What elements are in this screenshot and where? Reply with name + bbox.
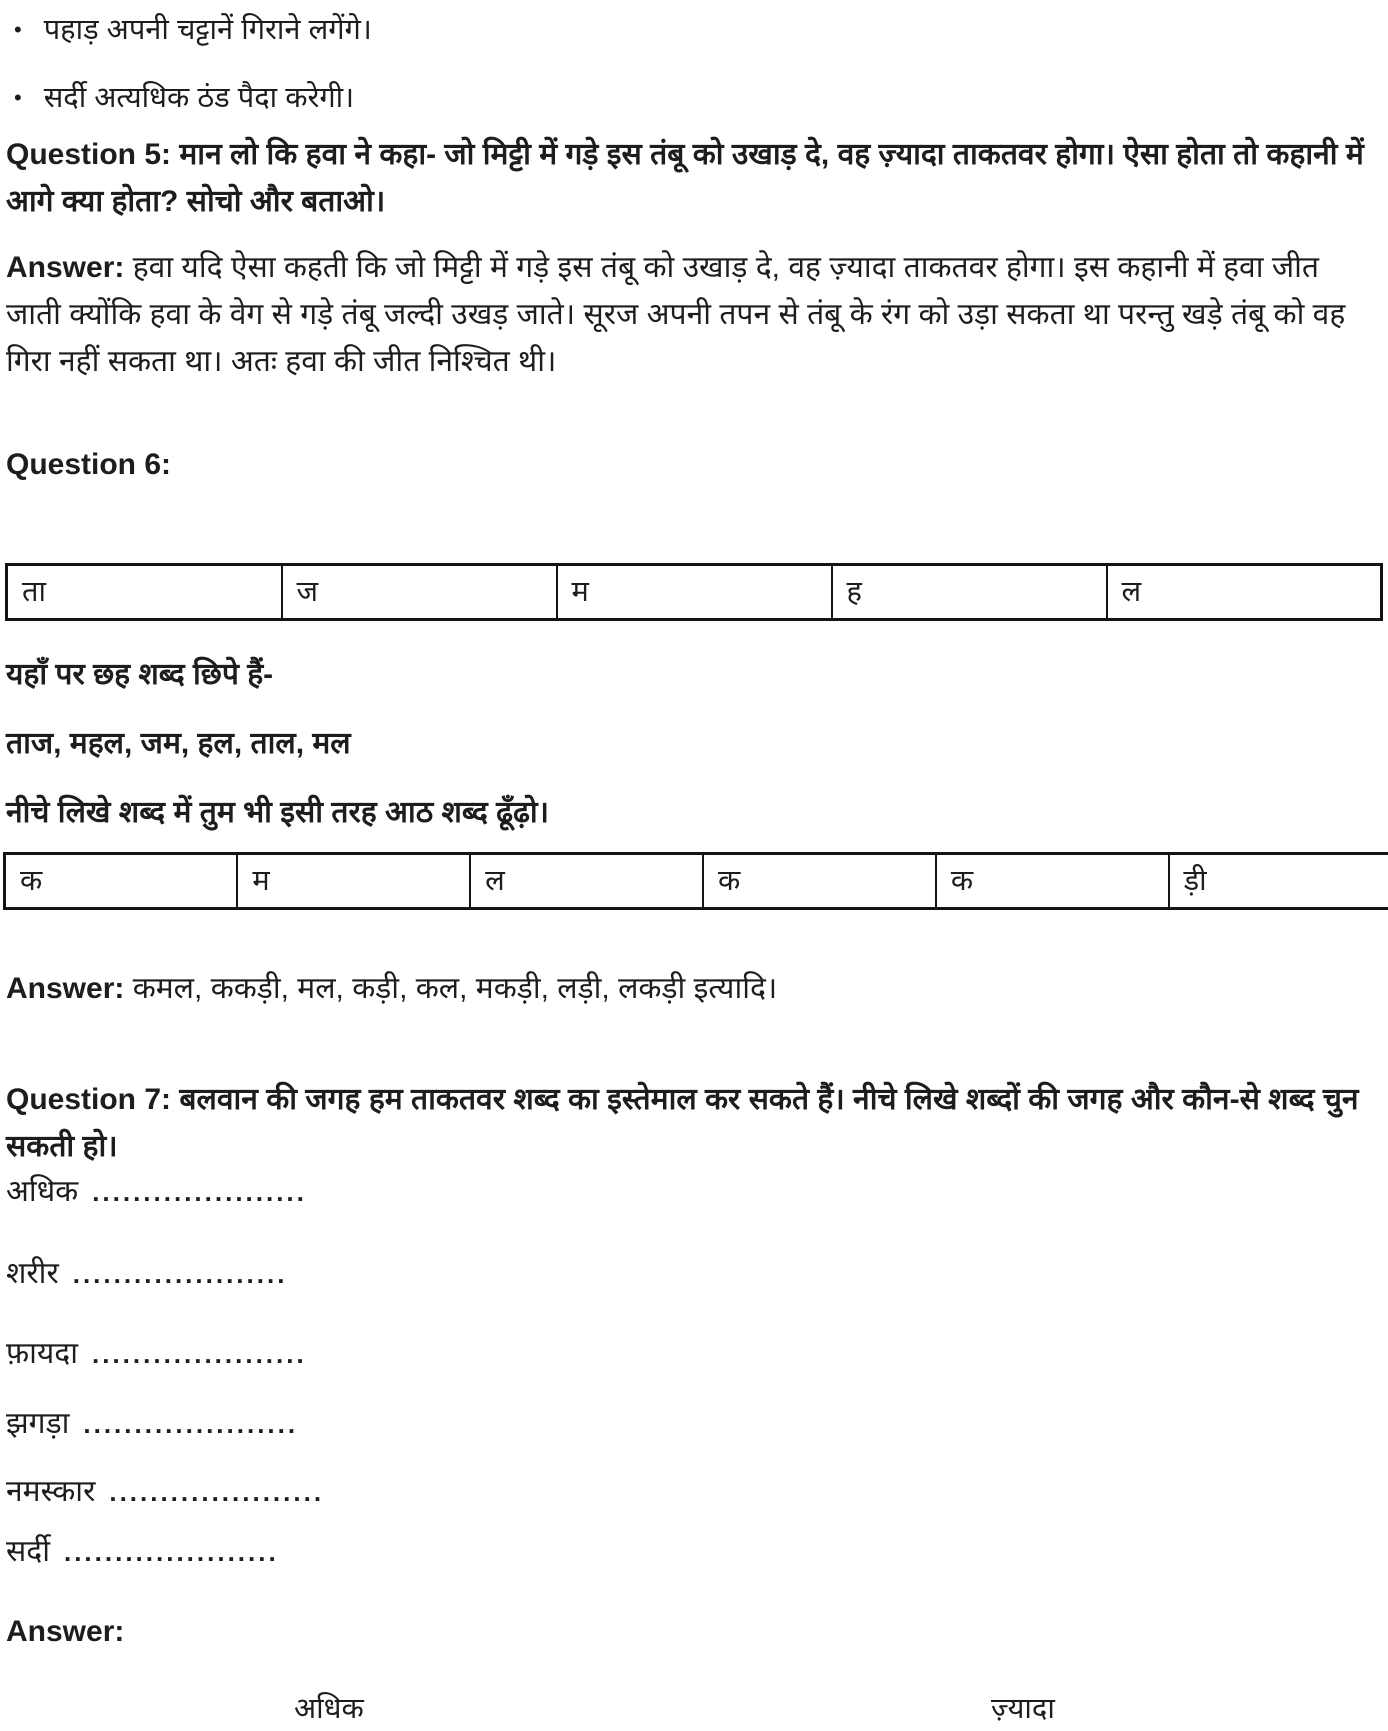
question-6: [6, 441, 1380, 488]
blank-line: .....................: [92, 1339, 307, 1369]
table-cell: ता: [7, 565, 282, 620]
fill-in-word: झगड़ा: [6, 1407, 70, 1440]
table-cell: ल: [1107, 565, 1382, 620]
blank-line: .....................: [72, 1259, 288, 1289]
table-row: [7, 565, 1382, 620]
bullet-icon: •: [14, 85, 22, 110]
question-7-text: बलवान की जगह हम ताकतवर शब्द का इस्तेमाल कर सकते हैं। नीचे लिखे शब्दों की जगह और कौन-से शब्द चुन सकती हो।: [6, 1083, 1359, 1163]
answer-5-text: हवा यदि ऐसा कहती कि जो मिट्टी में गड़े इस तंबू को उखाड़ दे, वह ज़्यादा ताकतवर होगा। इस कहानी में हवा जीत जाती क्योंकि हवा के वेग से गड़े तंबू जल्दी उखड़ जाते। सूरज अपनी तपन से तंबू के रंग को उड़ा सकता था परन्तु खड़े तंबू को वह गिरा नहीं सकता था। अतः हवा की जीत निश्चित थी।: [6, 251, 1346, 378]
table-row: [5, 854, 1388, 909]
table-cell: ह: [832, 565, 1107, 620]
fill-in-row: [6, 1168, 1380, 1216]
bullet-item: [6, 78, 1380, 118]
fill-in-word: फ़ायदा: [6, 1337, 78, 1370]
answer-7-label: Answer:: [6, 1615, 125, 1648]
blank-line: .....................: [83, 1409, 299, 1439]
answer-6-label: Answer:: [6, 972, 133, 1005]
bullet-item: [6, 10, 1380, 50]
answer-pair-right: ज़्यादा: [991, 1693, 1055, 1725]
answer-pair-row: [6, 1688, 1380, 1731]
blank-line: .....................: [92, 1177, 307, 1207]
question-5-text: मान लो कि हवा ने कहा- जो मिट्टी में गड़े इस तंबू को उखाड़ दे, वह ज़्यादा ताकतवर होगा। ऐसा होता तो कहानी में आगे क्या होता? सोचो और बताओ।: [6, 138, 1364, 218]
table-cell: म: [557, 565, 832, 620]
fill-in-word: शरीर: [6, 1257, 59, 1290]
question-7: [6, 1076, 1380, 1170]
table-cell: ड़ी: [1169, 854, 1388, 909]
blank-line: .....................: [109, 1477, 325, 1507]
question-5-label: Question 5:: [6, 138, 180, 171]
answer-5-label: Answer:: [6, 251, 133, 284]
answer-6-text: कमल, ककड़ी, मल, कड़ी, कल, मकड़ी, लड़ी, लकड़ी इत्यादि।: [132, 972, 778, 1005]
fill-in-row: [6, 1250, 1380, 1298]
hidden-words-intro: यहाँ पर छह शब्द छिपे हैं-: [6, 658, 274, 691]
table-cell: ल: [470, 854, 703, 909]
question-5: [6, 131, 1380, 225]
table-cell: ज: [282, 565, 557, 620]
fill-in-word: सर्दी: [6, 1535, 50, 1568]
answer-pair-left: अधिक: [294, 1693, 364, 1725]
fill-in-row: [6, 1468, 1380, 1516]
fill-in-row: [6, 1400, 1380, 1448]
answer-6: [6, 965, 1380, 1012]
question-6-label: Question 6:: [6, 448, 172, 481]
fill-in-row: [6, 1330, 1380, 1378]
letter-table-1: [5, 563, 1383, 621]
bullet-icon: •: [14, 17, 22, 42]
table-cell: क: [5, 854, 238, 909]
table-cell: क: [703, 854, 936, 909]
table-cell: म: [237, 854, 470, 909]
answer-7: [6, 1608, 1380, 1655]
fill-in-row: [6, 1528, 1380, 1576]
answer-5: [6, 244, 1380, 385]
find-words-instruction: नीचे लिखे शब्द में तुम भी इसी तरह आठ शब्द ढूँढ़ो।: [6, 796, 550, 829]
bullet-text: पहाड़ अपनी चट्टानें गिराने लगेंगे।: [43, 14, 372, 46]
fill-in-word: नमस्कार: [6, 1475, 96, 1508]
blank-line: .....................: [63, 1537, 279, 1567]
letter-table-2: [3, 852, 1388, 910]
fill-in-word: अधिक: [6, 1175, 79, 1208]
hidden-words-list: ताज, महल, जम, हल, ताल, मल: [6, 727, 351, 760]
table-cell: क: [936, 854, 1169, 909]
question-7-label: Question 7:: [6, 1083, 180, 1116]
bullet-text: सर्दी अत्यधिक ठंड पैदा करेगी।: [43, 82, 355, 114]
